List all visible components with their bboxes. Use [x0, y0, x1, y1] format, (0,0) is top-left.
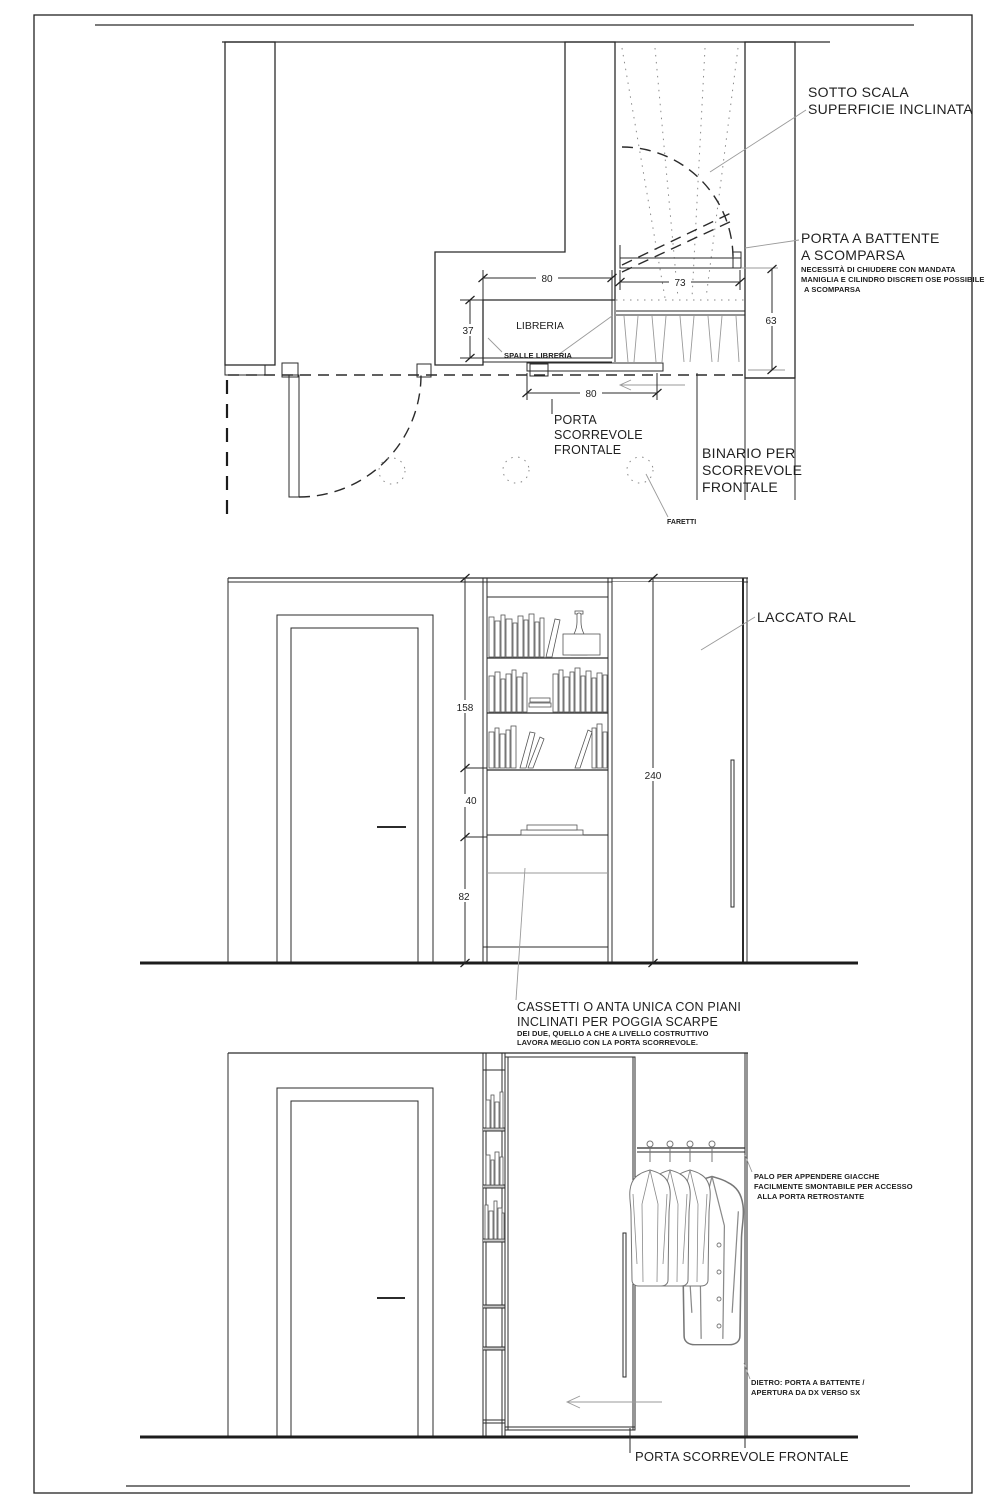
room-door-leaf: [289, 375, 299, 497]
books-shelf-2: [489, 668, 607, 712]
svg-text:PORTA: PORTA: [554, 413, 597, 427]
center-wall-hatched: [435, 42, 615, 365]
dim-sliding-door-width: [523, 373, 662, 400]
front-elevation: [140, 574, 858, 1047]
annotation-sotto-scala: [710, 84, 973, 172]
dim-chain-left: [452, 574, 487, 967]
annotation-porta-scorrevole-frontale: [630, 1428, 849, 1464]
svg-text:240: 240: [644, 771, 662, 782]
jackets: [630, 1141, 744, 1345]
svg-text:158: 158: [456, 703, 474, 714]
svg-text:NECESSITÀ DI CHIUDERE CON MAND: NECESSITÀ DI CHIUDERE CON MANDATA: [801, 265, 956, 274]
svg-text:A SCOMPARSA: A SCOMPARSA: [804, 285, 861, 294]
svg-text:82: 82: [458, 892, 470, 903]
svg-text:SCORREVOLE: SCORREVOLE: [554, 428, 643, 442]
annotation-dietro: [744, 1363, 865, 1397]
dim-niche-width: [616, 270, 745, 290]
battente-swing-arc: [622, 147, 733, 258]
sottoscala-niche: [616, 48, 785, 370]
svg-text:DEI DUE, QUELLO A CHE A LIVELL: DEI DUE, QUELLO A CHE A LIVELLO COSTRUTTIVO: [517, 1029, 709, 1038]
svg-text:FRONTALE: FRONTALE: [702, 479, 779, 495]
room-door-elevation: [277, 615, 433, 963]
books-shelf-3: [489, 724, 607, 768]
svg-text:DIETRO: PORTA A BATTENTE /: DIETRO: PORTA A BATTENTE /: [751, 1378, 865, 1387]
annotation-palo: [745, 1155, 913, 1201]
books-column: [485, 1092, 504, 1239]
open-elevation: [140, 1053, 913, 1464]
svg-text:APERTURA DA DX VERSO SX: APERTURA DA DX VERSO SX: [751, 1388, 861, 1397]
bookshelf-unit: [483, 578, 608, 963]
dim-niche-depth: [760, 265, 782, 374]
clothes-plan: [624, 316, 739, 362]
svg-text:40: 40: [465, 796, 477, 807]
plan-view: [222, 42, 985, 526]
jacket: [630, 1170, 671, 1286]
books-shelf-1: [489, 614, 560, 657]
libreria-recess: [483, 300, 615, 362]
svg-text:FACILMENTE SMONTABILE PER ACCE: FACILMENTE SMONTABILE PER ACCESSO: [754, 1182, 913, 1191]
svg-text:37: 37: [462, 326, 474, 337]
svg-text:73: 73: [674, 278, 686, 289]
svg-text:CASSETTI O ANTA UNICA CON PIAN: CASSETTI O ANTA UNICA CON PIANI: [517, 1000, 742, 1014]
battente-door-panel: [620, 258, 741, 268]
dim-libreria-width: [479, 270, 617, 300]
jamb-under-libreria: [530, 364, 548, 376]
svg-text:PALO PER APPENDERE GIACCHE: PALO PER APPENDERE GIACCHE: [754, 1172, 880, 1181]
annotation-porta-scorrevole-plan: [552, 399, 643, 457]
sliding-panel-closed: [612, 578, 747, 963]
left-wall-hatched: [225, 42, 275, 365]
spalle-libreria-label: SPALLE LIBRERIA: [504, 351, 573, 360]
annotation-binario: [697, 373, 802, 500]
faretti-label: FARETTI: [667, 519, 697, 526]
sliding-panel-open: [505, 1057, 635, 1430]
svg-text:PORTA A BATTENTE: PORTA A BATTENTE: [801, 230, 940, 246]
shelf-column: [483, 1053, 505, 1437]
wall-step: [225, 365, 265, 375]
svg-text:80: 80: [541, 274, 553, 285]
libreria-label: LIBRERIA: [516, 320, 564, 332]
svg-text:63: 63: [765, 316, 777, 327]
svg-text:MANIGLIA E CILINDRO DISCRETI O: MANIGLIA E CILINDRO DISCRETI OSE POSSIBILE: [801, 275, 985, 284]
svg-text:BINARIO PER: BINARIO PER: [702, 445, 796, 461]
svg-text:SUPERFICIE INCLINATA: SUPERFICIE INCLINATA: [808, 101, 973, 117]
svg-text:ALLA PORTA RETROSTANTE: ALLA PORTA RETROSTANTE: [757, 1192, 865, 1201]
faretti-spotlights: [379, 457, 696, 526]
right-wall-hatched: [745, 42, 795, 378]
svg-text:SCORREVOLE: SCORREVOLE: [702, 462, 803, 478]
svg-text:FRONTALE: FRONTALE: [554, 443, 622, 457]
slide-direction-arrow-2: [567, 1396, 662, 1408]
svg-text:A SCOMPARSA: A SCOMPARSA: [801, 247, 906, 263]
storage-box: [563, 634, 600, 655]
slide-direction-arrow: [620, 380, 685, 390]
svg-text:INCLINATI PER POGGIA SCARPE: INCLINATI PER POGGIA SCARPE: [517, 1015, 719, 1029]
annotation-porta-battente: [745, 230, 985, 294]
svg-text:SOTTO SCALA: SOTTO SCALA: [808, 84, 910, 100]
panel-handle-2: [623, 1233, 626, 1377]
flat-book-stack: [521, 825, 583, 835]
svg-text:LACCATO RAL: LACCATO RAL: [757, 609, 857, 625]
svg-text:80: 80: [585, 389, 597, 400]
room-door-elevation-2: [277, 1088, 433, 1437]
svg-text:LAVORA MEGLIO CON LA PORTA SCO: LAVORA MEGLIO CON LA PORTA SCORREVOLE.: [517, 1038, 699, 1047]
svg-text:PORTA SCORREVOLE FRONTALE: PORTA SCORREVOLE FRONTALE: [635, 1449, 849, 1464]
dim-libreria-depth: [457, 296, 483, 362]
wardrobe-rail: [637, 1148, 745, 1152]
